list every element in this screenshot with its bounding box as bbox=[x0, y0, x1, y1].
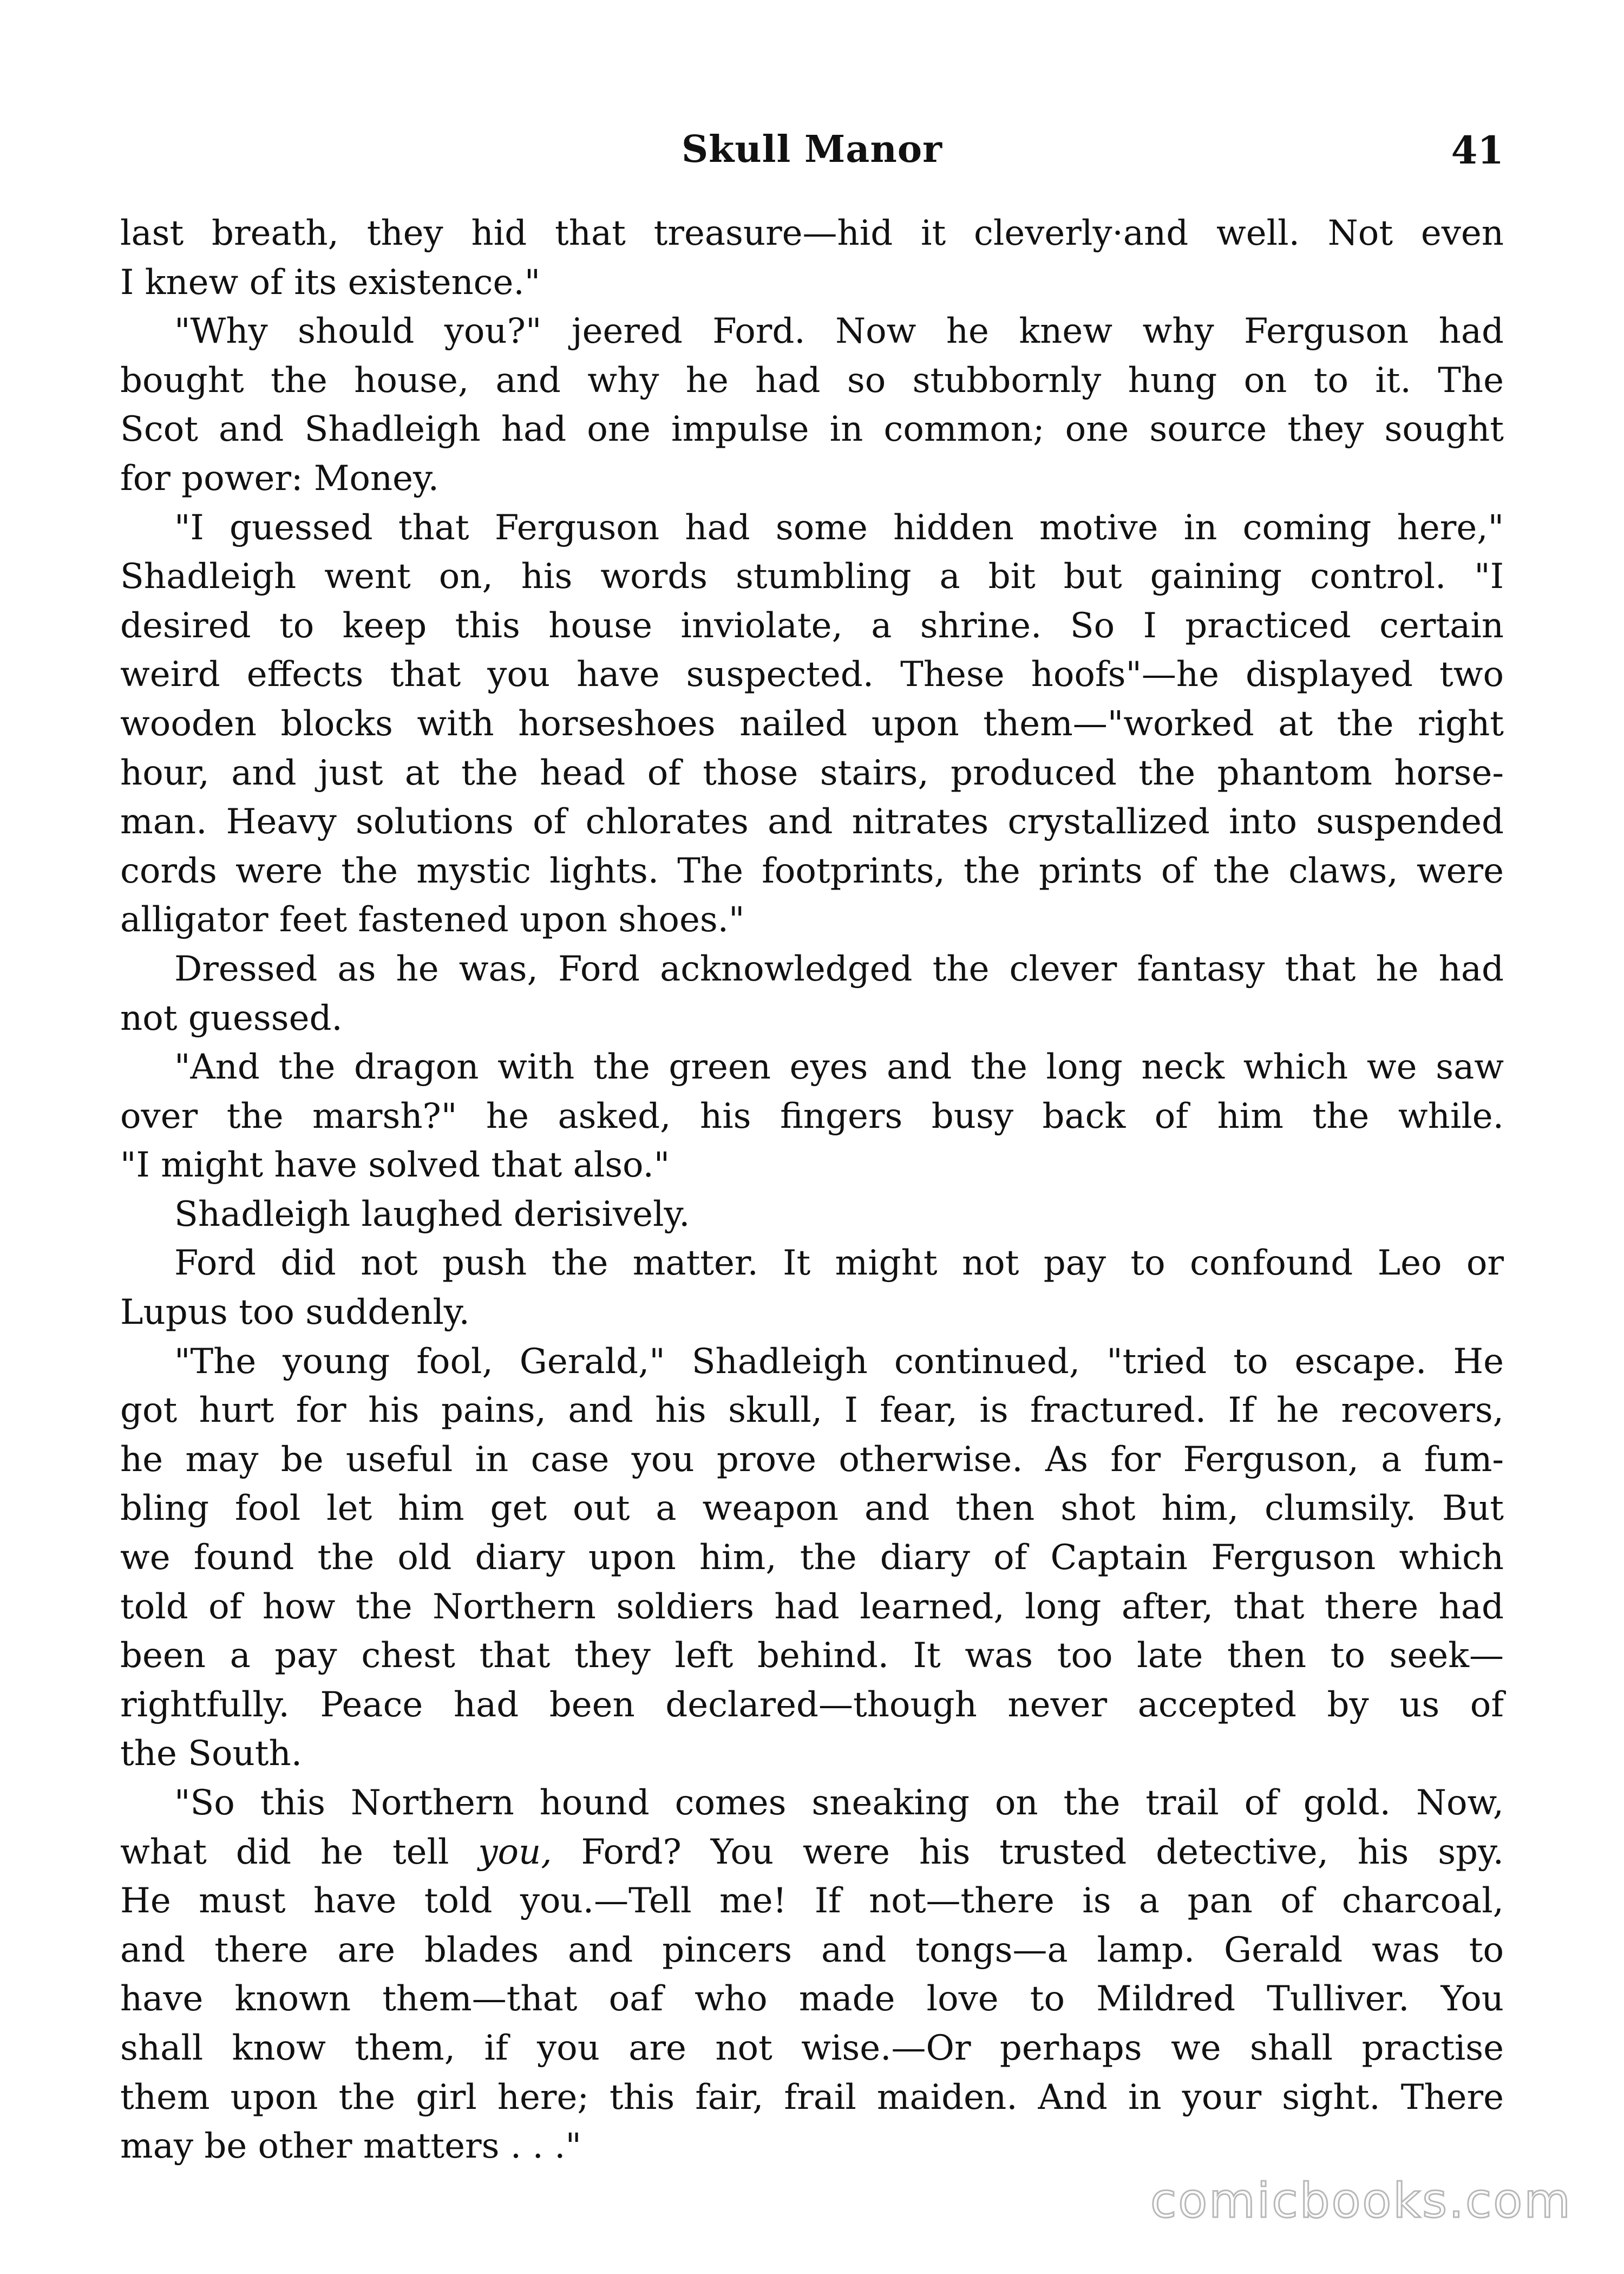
text-line bbox=[120, 1043, 1504, 1092]
text-line-content: "I guessed that Ferguson had some hidden motive in coming here," bbox=[174, 507, 1504, 548]
text-line bbox=[120, 209, 1504, 258]
watermark: comicbooks.com bbox=[1150, 2173, 1572, 2229]
running-title: Skull Manor bbox=[682, 128, 942, 171]
text-line bbox=[120, 1729, 1504, 1779]
text-line-content: been a pay chest that they left behind. It was too late then to seek— bbox=[120, 1636, 1504, 1676]
text-line bbox=[120, 405, 1504, 454]
book-page bbox=[120, 0, 1504, 2274]
text-line bbox=[120, 1828, 1504, 1877]
text-line bbox=[120, 650, 1504, 700]
text-line-content: hour, and just at the head of those stairs, produced the phantom horse- bbox=[120, 753, 1504, 793]
text-line bbox=[120, 1337, 1504, 1387]
text-line bbox=[120, 1779, 1504, 1828]
text-line-content: got hurt for his pains, and his skull, I fear, is fractured. If he recovers, bbox=[120, 1390, 1504, 1431]
text-line bbox=[120, 749, 1504, 798]
text-line-content: told of how the Northern soldiers had learned, long after, that there had bbox=[120, 1586, 1504, 1627]
text-line bbox=[120, 700, 1504, 749]
text-line-content: desired to keep this house inviolate, a shrine. So I practiced certain bbox=[120, 605, 1504, 646]
text-line-content: last breath, they hid that treasure—hid it cleverly·and well. Not even bbox=[120, 213, 1504, 253]
text-line bbox=[120, 1877, 1504, 1926]
text-line bbox=[120, 1631, 1504, 1681]
text-line-content: "The young fool, Gerald," Shadleigh continued, "tried to escape. He bbox=[174, 1341, 1504, 1382]
text-line-content: and there are blades and pincers and tongs—a lamp. Gerald was to bbox=[120, 1930, 1504, 1970]
text-line bbox=[120, 994, 1504, 1043]
text-line-content: we found the old diary upon him, the diary of Captain Ferguson which bbox=[120, 1538, 1504, 1578]
body-text bbox=[120, 209, 1504, 2171]
text-line bbox=[120, 258, 1504, 308]
text-line bbox=[120, 1975, 1504, 2024]
text-line-content: Shadleigh went on, his words stumbling a bit but gaining control. "I bbox=[120, 557, 1504, 597]
text-line-content: He must have told you.—Tell me! If not—there is a pan of charcoal, bbox=[120, 1881, 1504, 1922]
text-line-content: Scot and Shadleigh had one impulse in common; one source they sought bbox=[120, 409, 1504, 450]
text-line bbox=[120, 1190, 1504, 1239]
text-line bbox=[120, 307, 1504, 356]
text-line bbox=[120, 945, 1504, 994]
text-line bbox=[120, 1092, 1504, 1141]
text-line bbox=[120, 2122, 1504, 2171]
text-line bbox=[120, 1681, 1504, 1730]
text-line bbox=[120, 1435, 1504, 1485]
text-line-content: over the marsh?" he asked, his fingers busy back of him the while. bbox=[120, 1096, 1504, 1136]
text-line-content: "So this Northern hound comes sneaking on the trail of gold. Now, bbox=[174, 1783, 1504, 1823]
text-line bbox=[120, 1239, 1504, 1288]
text-line-content: bling fool let him get out a weapon and then shot him, clumsily. But bbox=[120, 1488, 1504, 1529]
text-line-content: he may be useful in case you prove otherwise. As for Ferguson, a fum- bbox=[120, 1439, 1504, 1480]
page-header bbox=[120, 128, 1504, 187]
text-line-content: the South. bbox=[120, 1734, 303, 1774]
text-line bbox=[120, 356, 1504, 406]
text-line bbox=[120, 1141, 1504, 1190]
text-line-content: I knew of its existence." bbox=[120, 262, 541, 303]
text-line-content: shall know them, if you are not wise.—Or perhaps we shall practise bbox=[120, 2028, 1504, 2068]
text-line bbox=[120, 504, 1504, 553]
text-line bbox=[120, 896, 1504, 945]
text-line-content: what did he tell bbox=[120, 1832, 479, 1872]
text-line bbox=[120, 454, 1504, 504]
text-line bbox=[120, 1484, 1504, 1533]
text-line-content: Lupus too suddenly. bbox=[120, 1292, 470, 1333]
text-line-content: weird effects that you have suspected. These hoofs"—he displayed two bbox=[120, 655, 1504, 695]
text-line-content: rightfully. Peace had been declared—though never accepted by us of bbox=[120, 1684, 1504, 1725]
text-line-content: cords were the mystic lights. The footprints, the prints of the claws, were bbox=[120, 851, 1504, 891]
text-line bbox=[120, 1386, 1504, 1435]
text-line-content: may be other matters . . ." bbox=[120, 2126, 581, 2167]
text-line-content: Dressed as he was, Ford acknowledged the clever fantasy that he had bbox=[174, 949, 1504, 989]
text-line-content: bought the house, and why he had so stubbornly hung on to it. The bbox=[120, 360, 1504, 401]
text-line bbox=[120, 602, 1504, 651]
page-number: 41 bbox=[1451, 128, 1504, 173]
text-line bbox=[120, 1926, 1504, 1975]
text-line-content: them upon the girl here; this fair, frail maiden. And in your sight. There bbox=[120, 2077, 1504, 2118]
text-line bbox=[120, 1288, 1504, 1337]
italic-word: you, bbox=[478, 1832, 552, 1872]
text-line-continuation: Ford? You were his trusted detective, his spy. bbox=[552, 1832, 1504, 1872]
text-line-content: wooden blocks with horseshoes nailed upon them—"worked at the right bbox=[120, 703, 1504, 744]
text-line-content: have known them—that oaf who made love to Mildred Tulliver. You bbox=[120, 1979, 1504, 2020]
text-line bbox=[120, 1583, 1504, 1632]
text-line-content: Ford did not push the matter. It might not pay to confound Leo or bbox=[174, 1243, 1504, 1284]
text-line-content: "And the dragon with the green eyes and the long neck which we saw bbox=[174, 1047, 1504, 1088]
text-line bbox=[120, 552, 1504, 602]
text-line-content: "Why should you?" jeered Ford. Now he knew why Ferguson had bbox=[174, 311, 1504, 352]
text-line bbox=[120, 2024, 1504, 2073]
text-line-content: "I might have solved that also." bbox=[120, 1145, 670, 1186]
text-line bbox=[120, 847, 1504, 896]
text-line-content: man. Heavy solutions of chlorates and nitrates crystallized into suspended bbox=[120, 802, 1504, 842]
text-line-content: alligator feet fastened upon shoes." bbox=[120, 900, 745, 940]
text-line-content: Shadleigh laughed derisively. bbox=[174, 1194, 690, 1234]
text-line-content: for power: Money. bbox=[120, 458, 439, 499]
text-line bbox=[120, 2073, 1504, 2122]
text-line bbox=[120, 1533, 1504, 1583]
text-line-content: not guessed. bbox=[120, 998, 343, 1038]
text-line bbox=[120, 798, 1504, 847]
